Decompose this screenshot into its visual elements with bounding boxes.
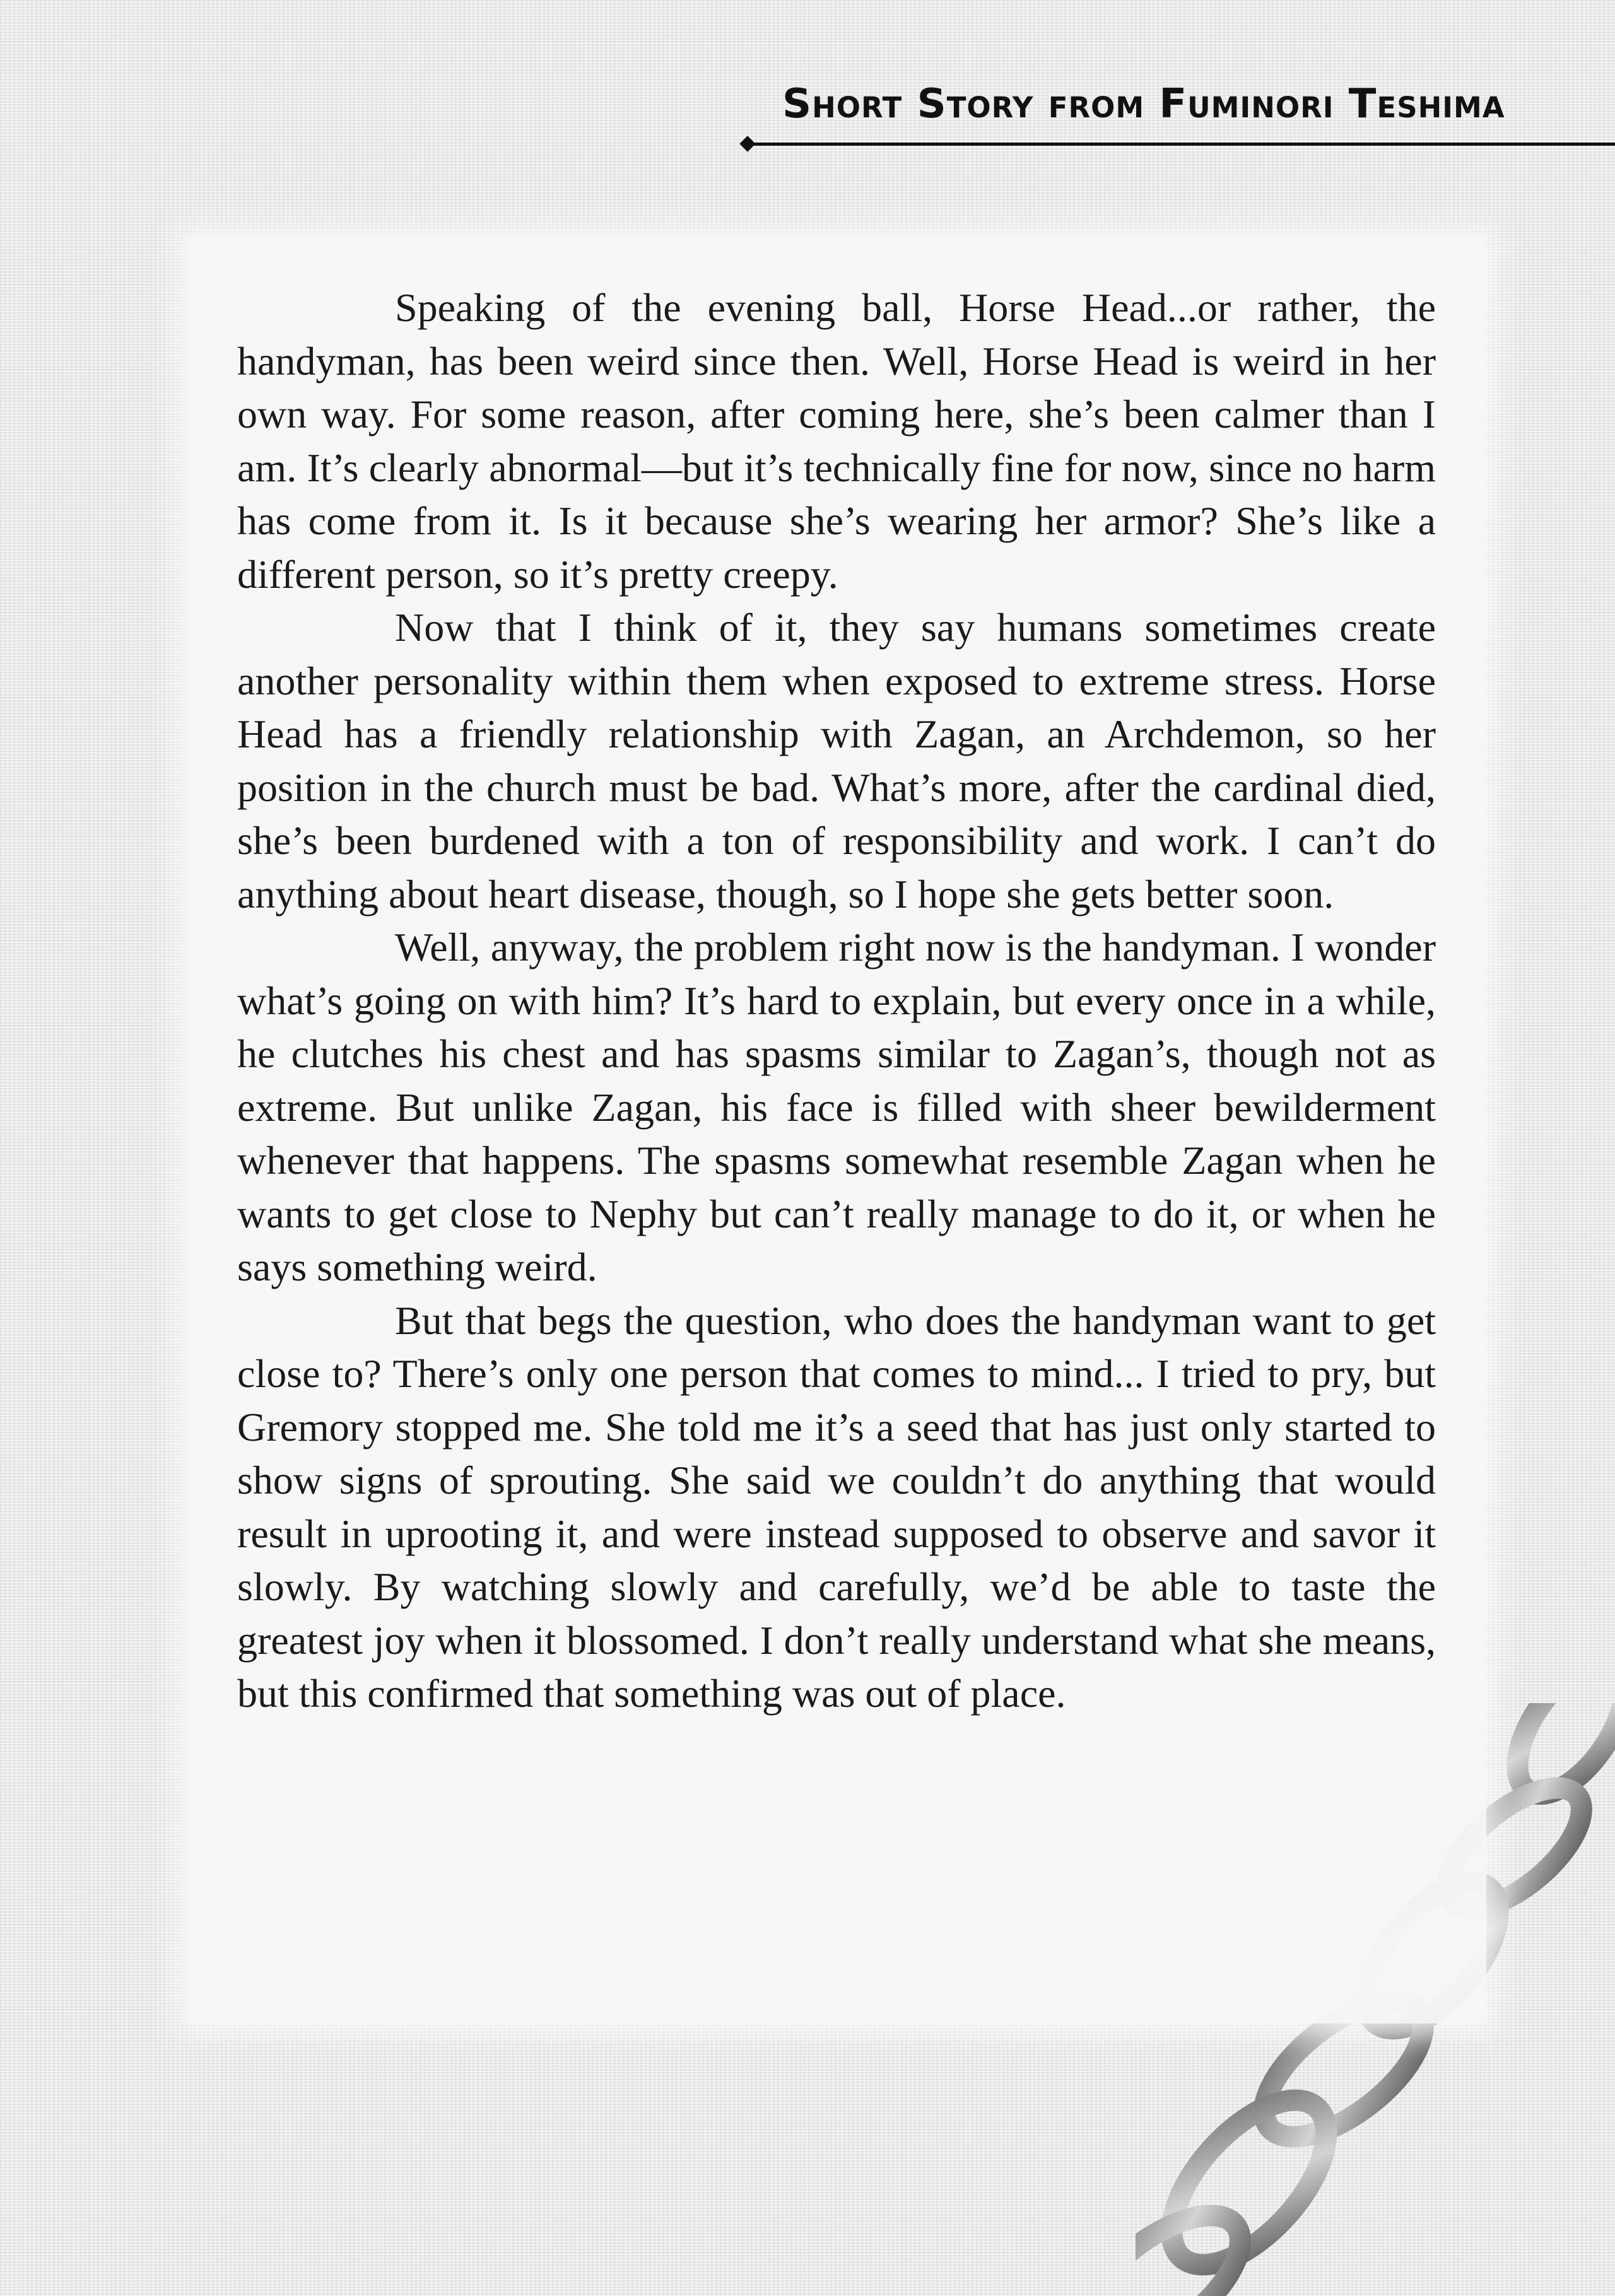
page-header-title: Short Story from Fuminori Teshima: [782, 81, 1505, 127]
story-paragraph-4: But that begs the question, who does the handyman want to get close to? There’s only one person that comes to mind... I tried to pry, but Gremory stopped me. She told me it’s a seed that has just only started to show signs of sprouting. She said we couldn’t do anything that would result in uprooting it, and were instead supposed to observe and savor it slowly. By watching slowly and carefully, we’d be able to taste the greatest joy when it blossomed. I don’t really understand what she means, but this confirmed that something was out of place.: [237, 1297, 1436, 1716]
story-paragraph-1: Speaking of the evening ball, Horse Head...or rather, the handyman, has been weird since then. Well, Horse Head is weird in her own way. For some reason, after coming here, she’s been calmer than I am. It’s clearly abnormal—but it’s technically fine for now, since no harm has come from it. Is it because she’s wearing her armor? She’s like a different person, so it’s pretty creepy.: [237, 285, 1436, 597]
header-rule-ornament: [739, 136, 755, 151]
story-paragraph-2: Now that I think of it, they say humans sometimes create another personality within them when exposed to extreme stress. Horse Head has a friendly relationship with Zagan, an Archdemon, so her position in the church must be bad. What’s more, after the cardinal died, she’s been burdened with a ton of responsibility and work. I can’t do anything about heart disease, though, so I hope she gets better soon.: [237, 605, 1436, 917]
story-body: [237, 281, 1436, 1721]
header-rule: [748, 143, 1615, 146]
story-paragraph-3: Well, anyway, the problem right now is the handyman. I wonder what’s going on with him? It’s hard to explain, but every once in a while, he clutches his chest and has spasms similar to Zagan’s, though not as extreme. But unlike Zagan, his face is filled with sheer bewilderment whenever that happens. The spasms somewhat resemble Zagan when he wants to get close to Nephy but can’t really manage to do it, or when he says something weird.: [237, 925, 1436, 1289]
